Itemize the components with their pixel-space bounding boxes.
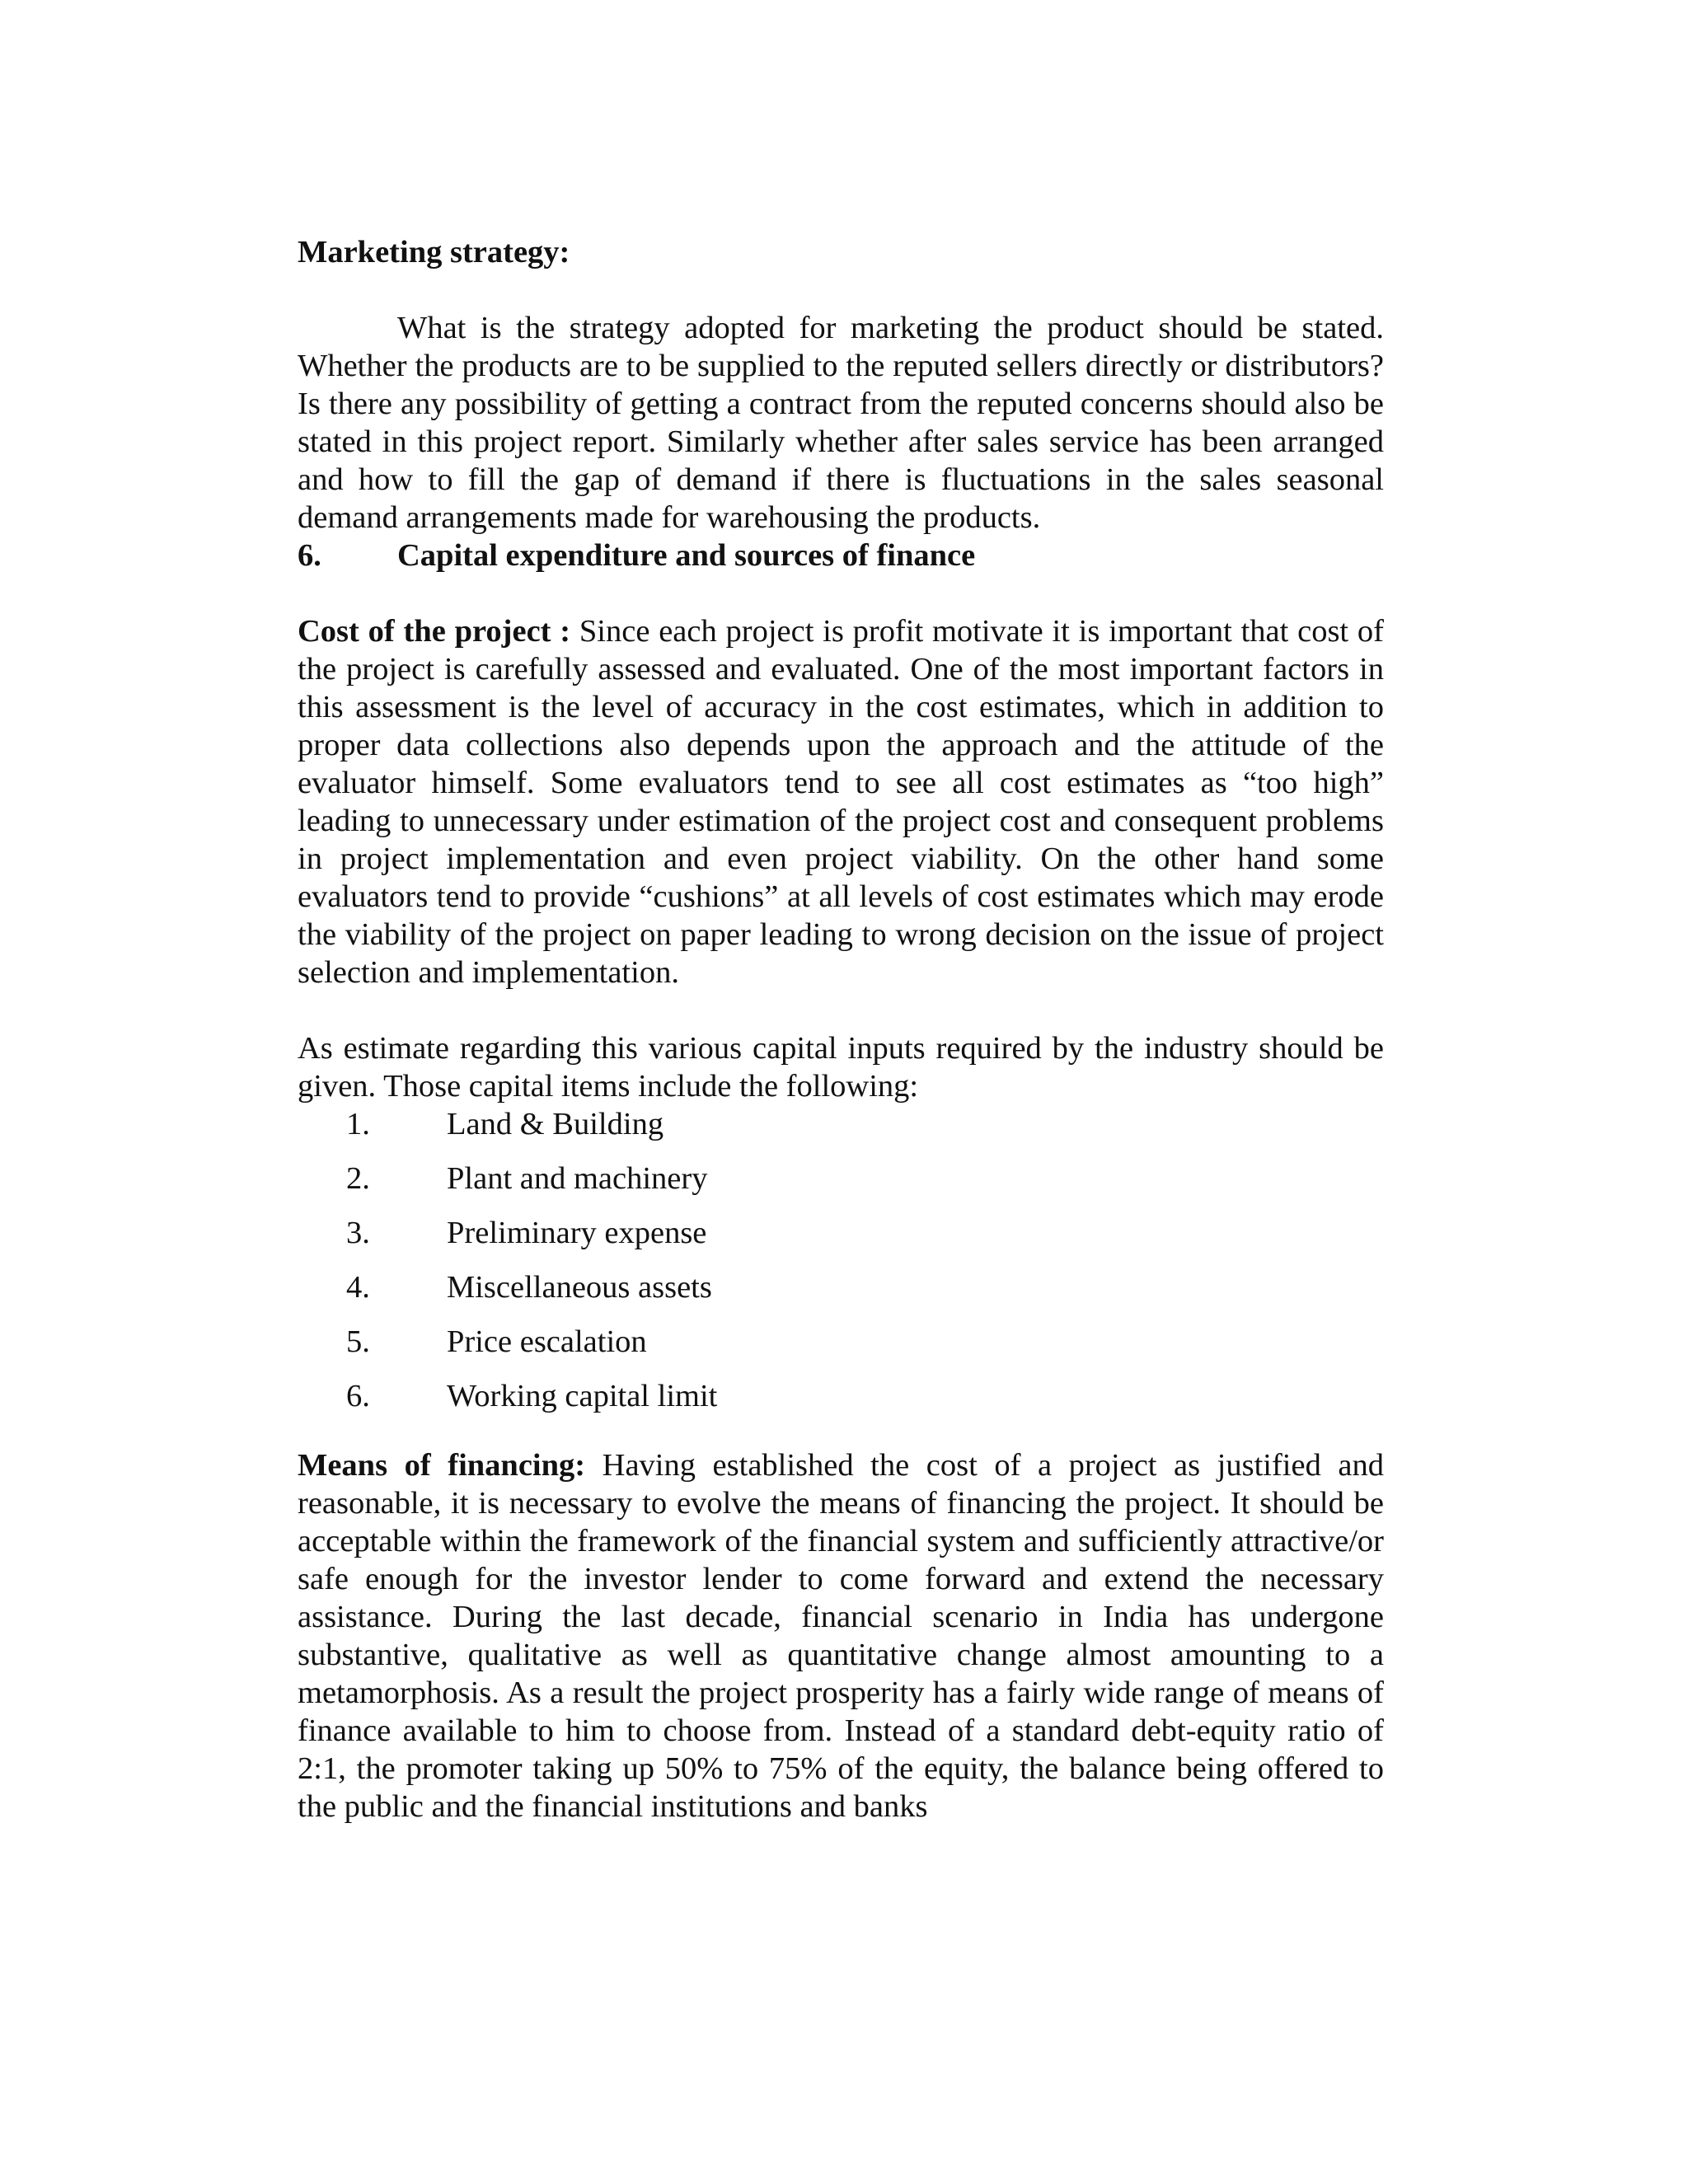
means-of-financing-paragraph	[298, 1446, 1384, 1825]
capital-items-list	[298, 1105, 1384, 1432]
cost-of-project-paragraph	[298, 612, 1384, 991]
list-item-number: 4.	[346, 1270, 370, 1305]
list-item-label: Plant and machinery	[447, 1161, 708, 1196]
marketing-strategy-heading: Marketing strategy:	[298, 235, 570, 269]
means-of-financing-lead: Means of financing:	[298, 1448, 586, 1483]
list-item-number: 6.	[346, 1379, 370, 1413]
list-item-number: 1.	[346, 1107, 370, 1141]
list-item-label: Price escalation	[447, 1324, 647, 1359]
list-item	[346, 1105, 1384, 1160]
list-item-label: Miscellaneous assets	[447, 1270, 712, 1305]
list-item-label: Working capital limit	[447, 1379, 718, 1413]
list-item	[346, 1377, 1384, 1432]
section-title: Capital expenditure and sources of finance	[397, 538, 976, 573]
marketing-strategy-paragraph: What is the strategy adopted for marketing the product should be stated. Whether the products are to be supplied to the reputed sellers directly or distributors? Is there any possibility of getting a contract from the reputed concerns should also be stated in this project report. Similarly whether after sales service has been arranged and how to fill the gap of demand if there is fluctuations in the sales seasonal demand arrangements made for warehousing the products.	[298, 311, 1384, 535]
means-of-financing-text: Having established the cost of a project as justified and reasonable, it is necessary to evolve the means of financing the project. It should be acceptable within the framework of the financial system and sufficiently attractive/or safe enough for the investor lender to come forward and extend the necessary assistance. During the last decade, financial scenario in India has undergone substantive, qualitative as well as quantitative change almost amounting to a metamorphosis. As a result the project prosperity has a fairly wide range of means of finance available to him to choose from. Instead of a standard debt-equity ratio of 2:1, the promoter taking up 50% to 75% of the equity, the balance being offered to the public and the financial institutions and banks	[298, 1448, 1384, 1824]
cost-of-project-lead: Cost of the project :	[298, 614, 571, 649]
list-item	[346, 1323, 1384, 1377]
list-item-label: Preliminary expense	[447, 1216, 707, 1250]
page-content	[298, 233, 1384, 1825]
list-item-number: 3.	[346, 1216, 370, 1250]
list-item-label: Land & Building	[447, 1107, 664, 1141]
list-item-number: 5.	[346, 1324, 370, 1359]
list-item	[346, 1268, 1384, 1323]
list-item	[346, 1160, 1384, 1214]
estimate-paragraph: As estimate regarding this various capital inputs required by the industry should be given. Those capital items include the following:	[298, 1031, 1384, 1104]
list-item-number: 2.	[346, 1161, 370, 1196]
cost-of-project-text: Since each project is profit motivate it is important that cost of the project is carefully assessed and evaluated. One of the most important factors in this assessment is the level of accuracy in the cost estimates, which in addition to proper data collections also depends upon the approach and the attitude of the evaluator himself. Some evaluators tend to see all cost estimates as “too high” leading to unnecessary under estimation of the project cost and consequent problems in project implementation and even project viability. On the other hand some evaluators tend to provide “cushions” at all levels of cost estimates which may erode the viability of the project on paper leading to wrong decision on the issue of project selection and implementation.	[298, 614, 1384, 990]
list-item	[346, 1214, 1384, 1268]
section-6-heading	[298, 537, 1384, 574]
section-number: 6.	[298, 538, 321, 573]
